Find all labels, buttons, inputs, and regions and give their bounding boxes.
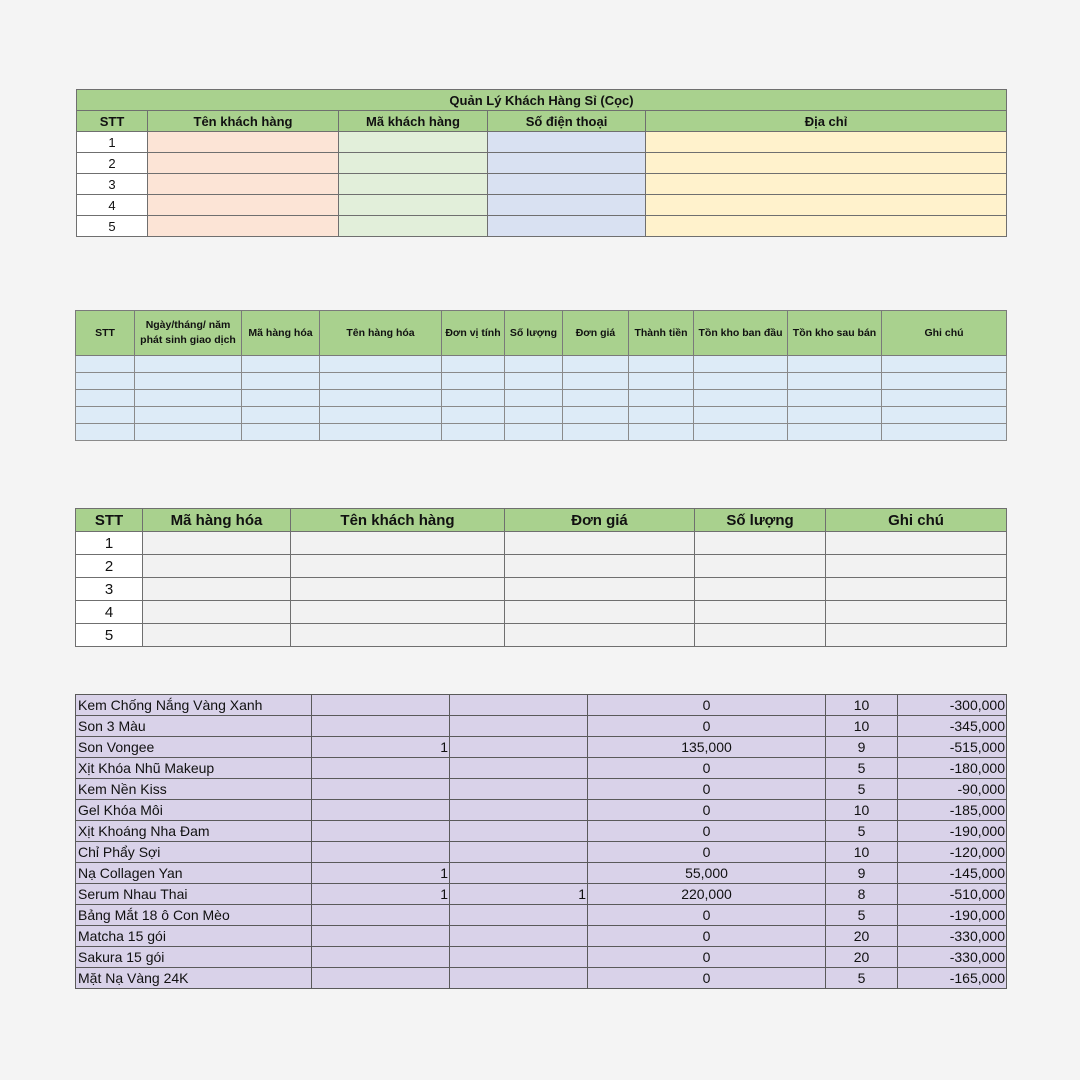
table-row <box>76 905 1007 926</box>
table-row <box>76 407 1007 424</box>
product-name-cell[interactable]: Xịt Khoáng Nha Đam <box>76 821 312 842</box>
phone-cell[interactable] <box>488 216 646 237</box>
stt-cell[interactable]: 2 <box>76 555 143 578</box>
table-cell[interactable] <box>76 356 135 373</box>
product-name-cell[interactable]: Serum Nhau Thai <box>76 884 312 905</box>
table-cell[interactable] <box>291 624 505 647</box>
total-cell[interactable]: -90,000 <box>898 779 1007 800</box>
table-row <box>76 779 1007 800</box>
table-cell[interactable] <box>505 390 563 407</box>
table-row <box>76 373 1007 390</box>
table-row <box>76 968 1007 989</box>
stock-cell[interactable]: 5 <box>826 821 898 842</box>
unit-price-cell[interactable]: 0 <box>588 947 826 968</box>
table-cell[interactable] <box>442 424 505 441</box>
table-cell[interactable] <box>505 624 695 647</box>
table-cell[interactable] <box>695 555 826 578</box>
table-row <box>77 153 1007 174</box>
unit-price-cell[interactable]: 0 <box>588 968 826 989</box>
table-cell[interactable] <box>788 390 882 407</box>
unit-price-cell[interactable]: 220,000 <box>588 884 826 905</box>
table-cell[interactable] <box>143 532 291 555</box>
total-cell[interactable]: -345,000 <box>898 716 1007 737</box>
table-cell[interactable] <box>442 373 505 390</box>
table-cell[interactable] <box>694 373 788 390</box>
table-cell[interactable] <box>505 424 563 441</box>
product-name-cell[interactable]: Matcha 15 gói <box>76 926 312 947</box>
customer-name-cell[interactable] <box>148 195 339 216</box>
address-cell[interactable] <box>646 216 1007 237</box>
table-row <box>76 863 1007 884</box>
table-row <box>77 174 1007 195</box>
quantity-sold-cell[interactable] <box>450 926 588 947</box>
quantity-in-cell[interactable] <box>312 905 450 926</box>
table-cell[interactable] <box>291 601 505 624</box>
total-cell[interactable]: -145,000 <box>898 863 1007 884</box>
table-cell[interactable] <box>442 356 505 373</box>
address-cell[interactable] <box>646 132 1007 153</box>
table-cell[interactable] <box>143 624 291 647</box>
table-cell[interactable] <box>76 390 135 407</box>
stock-cell[interactable]: 9 <box>826 863 898 884</box>
table-row <box>77 216 1007 237</box>
table-cell[interactable] <box>135 390 242 407</box>
stock-cell[interactable]: 9 <box>826 737 898 758</box>
header-cell-unit-price: Đơn giá <box>563 311 629 356</box>
product-name-cell[interactable]: Mặt Nạ Vàng 24K <box>76 968 312 989</box>
total-cell[interactable]: -120,000 <box>898 842 1007 863</box>
product-name-cell[interactable]: Kem Chống Nắng Vàng Xanh <box>76 695 312 716</box>
quantity-in-cell[interactable] <box>312 926 450 947</box>
total-cell[interactable]: -190,000 <box>898 905 1007 926</box>
quantity-in-cell[interactable]: 1 <box>312 884 450 905</box>
table-cell[interactable] <box>882 424 1007 441</box>
header-cell-note: Ghi chú <box>882 311 1007 356</box>
stt-cell[interactable]: 2 <box>77 153 148 174</box>
header-cell-unit: Đơn vị tính <box>442 311 505 356</box>
table-row <box>76 884 1007 905</box>
table-cell[interactable] <box>563 356 629 373</box>
customer-code-cell[interactable] <box>339 174 488 195</box>
stt-cell[interactable]: 5 <box>76 624 143 647</box>
stock-cell[interactable]: 20 <box>826 926 898 947</box>
quantity-in-cell[interactable]: 1 <box>312 737 450 758</box>
table-cell[interactable] <box>882 407 1007 424</box>
quantity-sold-cell[interactable] <box>450 716 588 737</box>
stock-cell[interactable]: 5 <box>826 758 898 779</box>
quantity-sold-cell[interactable] <box>450 842 588 863</box>
quantity-sold-cell[interactable] <box>450 800 588 821</box>
stock-cell[interactable]: 5 <box>826 968 898 989</box>
table-cell[interactable] <box>135 407 242 424</box>
header-row <box>76 311 1007 356</box>
table-cell[interactable] <box>563 407 629 424</box>
table-cell[interactable] <box>135 424 242 441</box>
table-cell[interactable] <box>505 407 563 424</box>
total-cell[interactable]: -515,000 <box>898 737 1007 758</box>
unit-price-cell[interactable]: 0 <box>588 758 826 779</box>
table-cell[interactable] <box>320 407 442 424</box>
quantity-in-cell[interactable] <box>312 758 450 779</box>
table-cell[interactable] <box>442 390 505 407</box>
address-cell[interactable] <box>646 174 1007 195</box>
stt-cell[interactable]: 3 <box>77 174 148 195</box>
quantity-in-cell[interactable] <box>312 800 450 821</box>
quantity-in-cell[interactable] <box>312 842 450 863</box>
phone-cell[interactable] <box>488 153 646 174</box>
table-cell[interactable] <box>505 532 695 555</box>
product-name-cell[interactable]: Son 3 Màu <box>76 716 312 737</box>
table-row <box>76 390 1007 407</box>
quantity-in-cell[interactable] <box>312 968 450 989</box>
unit-price-cell[interactable]: 0 <box>588 821 826 842</box>
total-cell[interactable]: -510,000 <box>898 884 1007 905</box>
address-cell[interactable] <box>646 153 1007 174</box>
header-cell-stt: STT <box>76 509 143 532</box>
table-cell[interactable] <box>505 555 695 578</box>
unit-price-cell[interactable]: 0 <box>588 800 826 821</box>
table-cell[interactable] <box>694 390 788 407</box>
table-cell[interactable] <box>76 373 135 390</box>
header-cell-quantity: Số lượng <box>695 509 826 532</box>
header-cell-stt: STT <box>77 111 148 132</box>
table-row <box>77 195 1007 216</box>
table-cell[interactable] <box>242 407 320 424</box>
table-cell[interactable] <box>563 373 629 390</box>
table-row <box>76 800 1007 821</box>
table-cell[interactable] <box>882 390 1007 407</box>
table-cell[interactable] <box>320 390 442 407</box>
product-name-cell[interactable]: Gel Khóa Môi <box>76 800 312 821</box>
quantity-in-cell[interactable] <box>312 695 450 716</box>
quantity-sold-cell[interactable] <box>450 968 588 989</box>
table-row <box>76 695 1007 716</box>
unit-price-cell[interactable]: 0 <box>588 716 826 737</box>
table-cell[interactable] <box>242 356 320 373</box>
unit-price-cell[interactable]: 0 <box>588 779 826 800</box>
quantity-in-cell[interactable] <box>312 947 450 968</box>
table-row <box>76 555 1007 578</box>
header-cell-initial-stock: Tồn kho ban đầu <box>694 311 788 356</box>
header-cell-note: Ghi chú <box>826 509 1007 532</box>
stt-cell[interactable]: 5 <box>77 216 148 237</box>
product-name-cell[interactable]: Bảng Mắt 18 ô Con Mèo <box>76 905 312 926</box>
address-cell[interactable] <box>646 195 1007 216</box>
stt-cell[interactable]: 4 <box>77 195 148 216</box>
header-row <box>76 509 1007 532</box>
table-row <box>76 601 1007 624</box>
table-cell[interactable] <box>694 407 788 424</box>
table-cell[interactable] <box>629 407 694 424</box>
table-cell[interactable] <box>76 407 135 424</box>
stock-cell[interactable]: 5 <box>826 779 898 800</box>
table-cell[interactable] <box>788 356 882 373</box>
total-cell[interactable]: -330,000 <box>898 926 1007 947</box>
table-cell[interactable] <box>242 390 320 407</box>
customer-name-cell[interactable] <box>148 153 339 174</box>
header-cell-product-code: Mã hàng hóa <box>242 311 320 356</box>
table-cell[interactable] <box>320 356 442 373</box>
customer-name-cell[interactable] <box>148 132 339 153</box>
table-cell[interactable] <box>442 407 505 424</box>
customer-order-table <box>75 508 1007 647</box>
table-cell[interactable] <box>291 578 505 601</box>
table-title: Quản Lý Khách Hàng Sỉ (Cọc) <box>77 90 1007 111</box>
table-cell[interactable] <box>242 373 320 390</box>
customer-name-cell[interactable] <box>148 174 339 195</box>
table-cell[interactable] <box>505 356 563 373</box>
header-cell-stt: STT <box>76 311 135 356</box>
quantity-sold-cell[interactable] <box>450 758 588 779</box>
table-cell[interactable] <box>826 601 1007 624</box>
unit-price-cell[interactable]: 0 <box>588 695 826 716</box>
wholesale-customer-table <box>76 89 1007 237</box>
header-row <box>77 111 1007 132</box>
quantity-sold-cell[interactable] <box>450 821 588 842</box>
table-cell[interactable] <box>143 555 291 578</box>
customer-code-cell[interactable] <box>339 195 488 216</box>
table-cell[interactable] <box>242 424 320 441</box>
table-cell[interactable] <box>826 624 1007 647</box>
header-cell-customer-name: Tên khách hàng <box>148 111 339 132</box>
customer-code-cell[interactable] <box>339 132 488 153</box>
table-cell[interactable] <box>135 356 242 373</box>
table-cell[interactable] <box>826 578 1007 601</box>
unit-price-cell[interactable]: 0 <box>588 905 826 926</box>
table-cell[interactable] <box>882 373 1007 390</box>
table-row <box>76 716 1007 737</box>
stt-cell[interactable]: 1 <box>76 532 143 555</box>
quantity-in-cell[interactable] <box>312 716 450 737</box>
table-cell[interactable] <box>629 424 694 441</box>
header-cell-phone: Số điện thoại <box>488 111 646 132</box>
unit-price-cell[interactable]: 55,000 <box>588 863 826 884</box>
table-cell[interactable] <box>291 555 505 578</box>
quantity-sold-cell[interactable] <box>450 695 588 716</box>
table-cell[interactable] <box>788 424 882 441</box>
product-name-cell[interactable]: Kem Nền Kiss <box>76 779 312 800</box>
stock-cell[interactable]: 5 <box>826 905 898 926</box>
table-row <box>76 737 1007 758</box>
table-row <box>76 842 1007 863</box>
quantity-sold-cell[interactable] <box>450 779 588 800</box>
stock-cell[interactable]: 10 <box>826 842 898 863</box>
header-cell-product-code: Mã hàng hóa <box>143 509 291 532</box>
product-name-cell[interactable]: Nạ Collagen Yan <box>76 863 312 884</box>
table-cell[interactable] <box>694 424 788 441</box>
quantity-sold-cell[interactable]: 1 <box>450 884 588 905</box>
table-cell[interactable] <box>76 424 135 441</box>
table-cell[interactable] <box>826 555 1007 578</box>
table-row <box>76 758 1007 779</box>
header-cell-unit-price: Đơn giá <box>505 509 695 532</box>
customer-name-cell[interactable] <box>148 216 339 237</box>
table-cell[interactable] <box>143 578 291 601</box>
stock-cell[interactable]: 10 <box>826 716 898 737</box>
table-cell[interactable] <box>882 356 1007 373</box>
table-cell[interactable] <box>695 578 826 601</box>
table-row <box>76 532 1007 555</box>
quantity-sold-cell[interactable] <box>450 863 588 884</box>
quantity-in-cell[interactable] <box>312 821 450 842</box>
header-cell-transaction-date: Ngày/tháng/ năm phát sinh giao dịch <box>135 311 242 356</box>
customer-code-cell[interactable] <box>339 153 488 174</box>
stt-cell[interactable]: 4 <box>76 601 143 624</box>
table-cell[interactable] <box>505 601 695 624</box>
total-cell[interactable]: -165,000 <box>898 968 1007 989</box>
table-cell[interactable] <box>788 407 882 424</box>
header-cell-product-name: Tên hàng hóa <box>320 311 442 356</box>
table-row <box>76 578 1007 601</box>
total-cell[interactable]: -300,000 <box>898 695 1007 716</box>
product-name-cell[interactable]: Son Vongee <box>76 737 312 758</box>
product-name-cell[interactable]: Xịt Khóa Nhũ Makeup <box>76 758 312 779</box>
table-row <box>77 132 1007 153</box>
phone-cell[interactable] <box>488 174 646 195</box>
header-cell-quantity: Số lượng <box>505 311 563 356</box>
table-cell[interactable] <box>563 424 629 441</box>
table-cell[interactable] <box>135 373 242 390</box>
header-cell-amount: Thành tiền <box>629 311 694 356</box>
table-cell[interactable] <box>695 601 826 624</box>
unit-price-cell[interactable]: 135,000 <box>588 737 826 758</box>
table-cell[interactable] <box>291 532 505 555</box>
table-row <box>76 947 1007 968</box>
unit-price-cell[interactable]: 0 <box>588 926 826 947</box>
table-cell[interactable] <box>826 532 1007 555</box>
table-cell[interactable] <box>505 373 563 390</box>
total-cell[interactable]: -180,000 <box>898 758 1007 779</box>
table-cell[interactable] <box>143 601 291 624</box>
stock-cell[interactable]: 10 <box>826 695 898 716</box>
header-cell-customer-name: Tên khách hàng <box>291 509 505 532</box>
quantity-sold-cell[interactable] <box>450 737 588 758</box>
table-cell[interactable] <box>694 356 788 373</box>
stt-cell[interactable]: 1 <box>77 132 148 153</box>
table-cell[interactable] <box>695 624 826 647</box>
stock-cell[interactable]: 20 <box>826 947 898 968</box>
table-cell[interactable] <box>695 532 826 555</box>
customer-code-cell[interactable] <box>339 216 488 237</box>
stock-cell[interactable]: 8 <box>826 884 898 905</box>
table-cell[interactable] <box>505 578 695 601</box>
table-row <box>76 624 1007 647</box>
total-cell[interactable]: -190,000 <box>898 821 1007 842</box>
quantity-sold-cell[interactable] <box>450 947 588 968</box>
quantity-in-cell[interactable] <box>312 779 450 800</box>
stt-cell[interactable]: 3 <box>76 578 143 601</box>
product-name-cell[interactable]: Chỉ Phẩy Sợi <box>76 842 312 863</box>
header-cell-address: Địa chỉ <box>646 111 1007 132</box>
quantity-sold-cell[interactable] <box>450 905 588 926</box>
table-row <box>76 926 1007 947</box>
table-cell[interactable] <box>788 373 882 390</box>
quantity-in-cell[interactable]: 1 <box>312 863 450 884</box>
table-row <box>76 424 1007 441</box>
transaction-table <box>75 310 1007 441</box>
table-row <box>76 821 1007 842</box>
header-cell-stock-after-sale: Tồn kho sau bán <box>788 311 882 356</box>
phone-cell[interactable] <box>488 132 646 153</box>
stock-cell[interactable]: 10 <box>826 800 898 821</box>
table-cell[interactable] <box>563 390 629 407</box>
header-cell-customer-code: Mã khách hàng <box>339 111 488 132</box>
total-cell[interactable]: -330,000 <box>898 947 1007 968</box>
table-cell[interactable] <box>629 390 694 407</box>
table-cell[interactable] <box>629 373 694 390</box>
table-cell[interactable] <box>320 373 442 390</box>
unit-price-cell[interactable]: 0 <box>588 842 826 863</box>
product-name-cell[interactable]: Sakura 15 gói <box>76 947 312 968</box>
table-cell[interactable] <box>320 424 442 441</box>
phone-cell[interactable] <box>488 195 646 216</box>
product-stock-table <box>75 694 1007 989</box>
total-cell[interactable]: -185,000 <box>898 800 1007 821</box>
table-cell[interactable] <box>629 356 694 373</box>
table-row <box>76 356 1007 373</box>
